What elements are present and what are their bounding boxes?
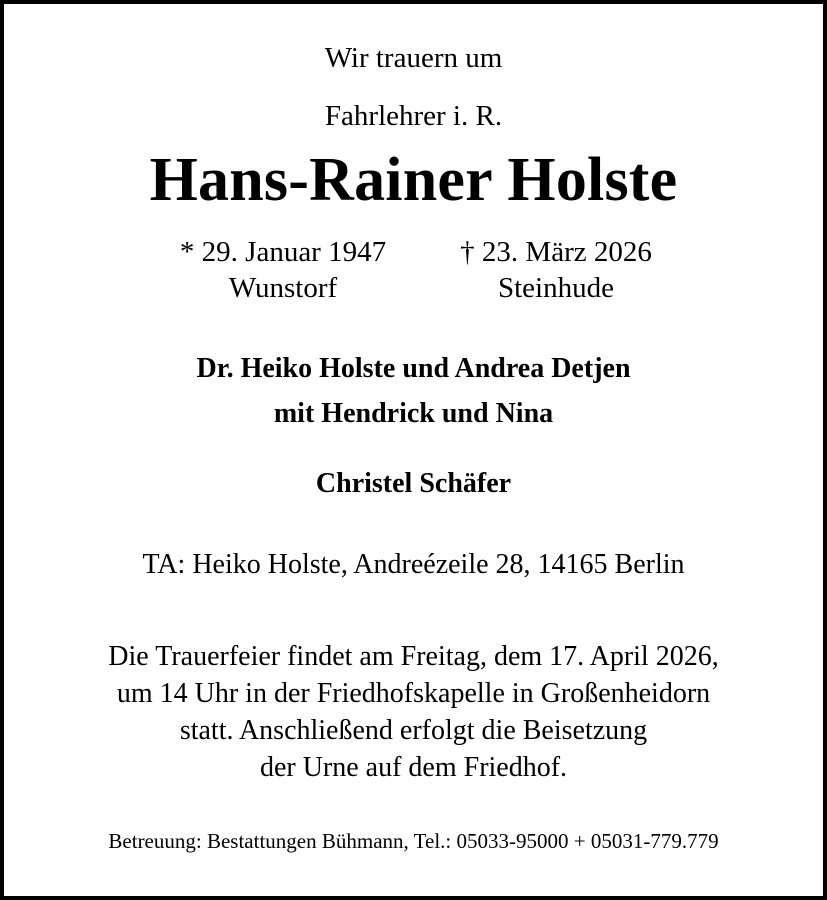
deceased-name: Hans-Rainer Holste	[149, 146, 678, 214]
profession-text: Fahrlehrer i. R.	[324, 100, 503, 132]
ceremony-line: der Urne auf dem Friedhof.	[259, 752, 568, 783]
birth-date: * 29. Januar 1947	[179, 236, 387, 268]
funeral-home-footer: Betreuung: Bestattungen Bühmann, Tel.: 05033-95000 + 05031-779.779	[108, 829, 719, 853]
contact-address: TA: Heiko Holste, Andreézeile 28, 14165 Berlin	[142, 549, 685, 580]
birth-info	[163, 234, 403, 306]
ceremony-line: statt. Anschließend erfolgt die Beisetzung	[179, 715, 648, 746]
death-place: Steinhude	[498, 272, 614, 304]
birth-place: Wunstorf	[228, 272, 338, 304]
death-date: † 23. März 2026	[460, 236, 652, 268]
mourner-line: Dr. Heiko Holste und Andrea Detjen	[196, 353, 631, 384]
mourner-line: mit Hendrick und Nina	[273, 398, 554, 429]
intro-text: Wir trauern um	[324, 42, 503, 74]
ceremony-line: Die Trauerfeier findet am Freitag, dem 17. April 2026,	[108, 641, 719, 672]
ceremony-line: um 14 Uhr in der Friedhofskapelle in Großenheidorn	[116, 678, 711, 709]
mourner-line: Christel Schäfer	[315, 468, 512, 499]
death-info	[436, 234, 676, 306]
